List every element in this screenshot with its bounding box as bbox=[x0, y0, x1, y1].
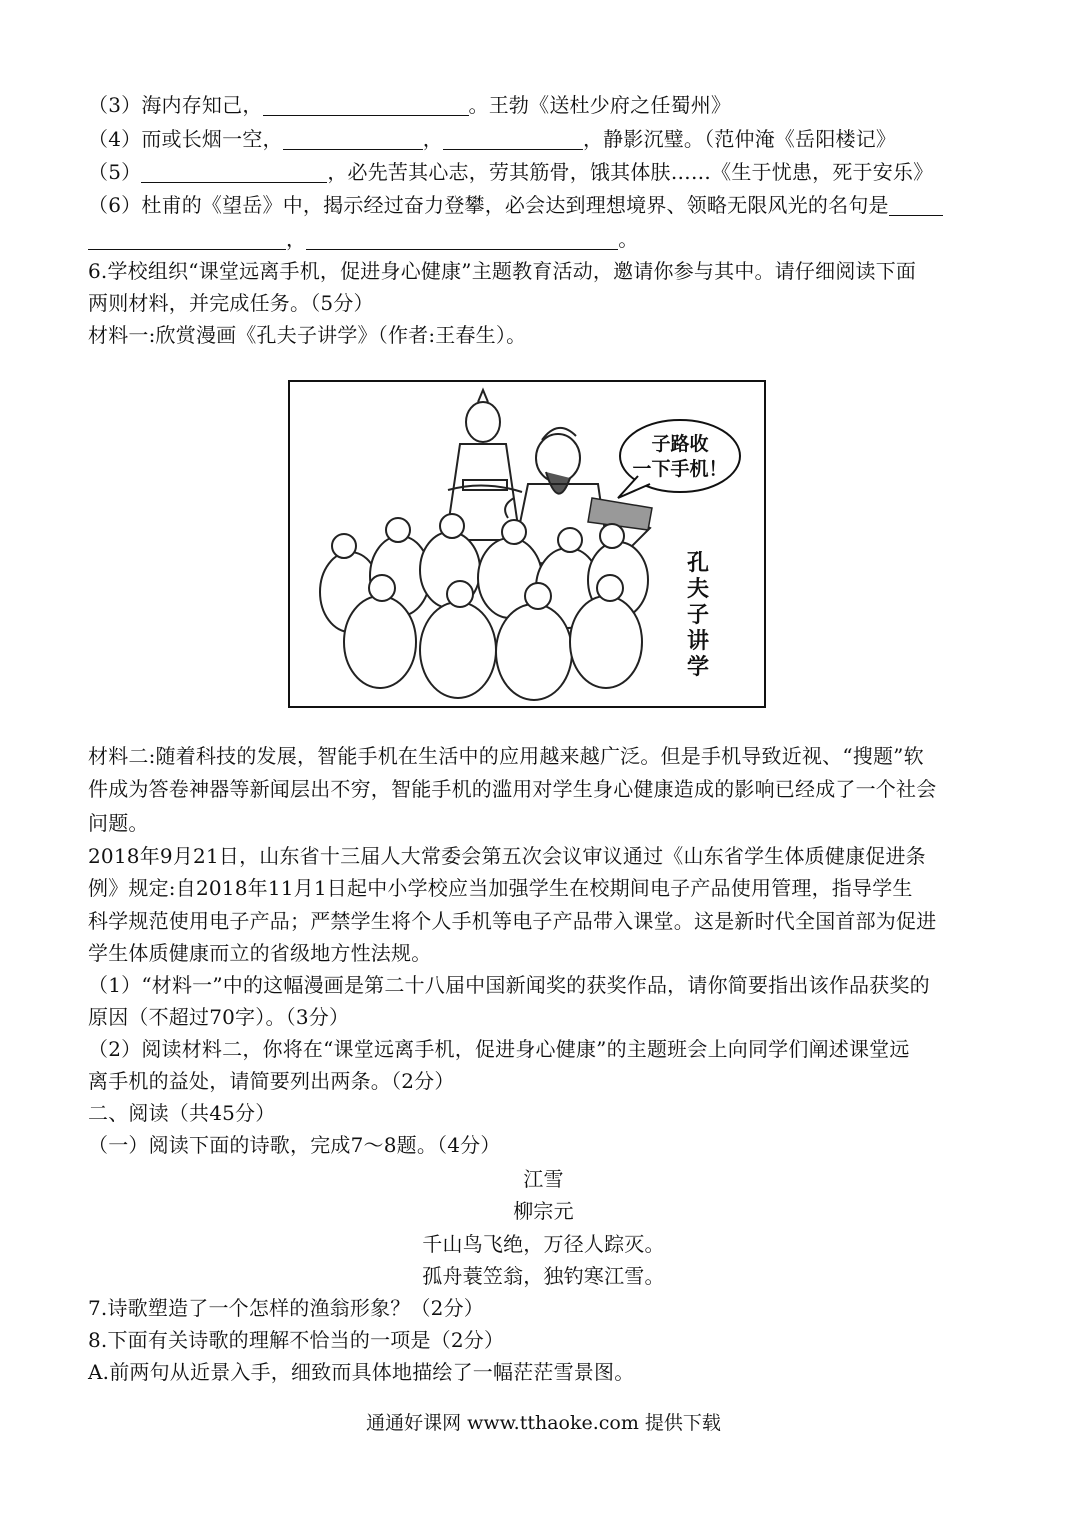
material-one: 材料一:欣赏漫画《孔夫子讲学》（作者:王春生）。 bbox=[88, 323, 527, 347]
answer-blank[interactable] bbox=[889, 193, 943, 216]
poem-author: 柳宗元 bbox=[513, 1199, 574, 1223]
material-two-line: 问题。 bbox=[88, 811, 149, 835]
task-line: （2）阅读材料二，你将在“课堂远离手机，促进身心健康”的主题班会上向同学们阐述课堂远 bbox=[88, 1037, 910, 1061]
fill-q6: （6）杜甫的《望岳》中，揭示经过奋力登攀，必会达到理想境界、领略无限风光的名句是 bbox=[88, 190, 1003, 220]
material-two-line: 例》规定:自2018年11月1日起中小学校应当加强学生在校期间电子产品使用管理，指导学生 bbox=[88, 876, 913, 900]
task-line: 离手机的益处，请简要列出两条。（2分） bbox=[88, 1069, 455, 1093]
comic-illustration bbox=[288, 380, 766, 708]
footer-credit: 通通好课网 www.tthaoke.com 提供下载 bbox=[366, 1412, 721, 1434]
question-8: 8.下面有关诗歌的理解不恰当的一项是（2分） bbox=[88, 1328, 505, 1352]
fill-q5: （5） ，必先苦其心志，劳其筋骨，饿其体肤……《生于忧患，死于安乐》 bbox=[88, 160, 934, 184]
section-heading: 二、阅读（共45分） bbox=[88, 1101, 276, 1125]
answer-blank[interactable] bbox=[88, 227, 286, 250]
answer-blank[interactable] bbox=[141, 160, 327, 183]
task-line: （1）“材料一”中的这幅漫画是第二十八届中国新闻奖的获奖作品，请你简要指出该作品获奖的 bbox=[88, 973, 930, 997]
fill-q4: （4）而或长烟一空， ， ，静影沉璧。（范仲淹《岳阳楼记》 bbox=[88, 127, 897, 151]
material-two-line: 件成为答卷神器等新闻层出不穷，智能手机的滥用对学生身心健康造成的影响已经成了一个社会 bbox=[88, 777, 937, 801]
fill-q3: （3）海内存知己， 。王勃《送杜少府之任蜀州》 bbox=[88, 93, 732, 117]
poem-line: 千山鸟飞绝，万径人踪灭。 bbox=[422, 1232, 665, 1256]
subsection-heading: （一）阅读下面的诗歌，完成7～8题。（4分） bbox=[88, 1133, 501, 1157]
svg-text:讲: 讲 bbox=[686, 629, 710, 654]
poem-line: 孤舟蓑笠翁，独钓寒江雪。 bbox=[422, 1264, 665, 1288]
answer-blank[interactable] bbox=[263, 93, 469, 116]
option-a: A.前两句从近景入手，细致而具体地描绘了一幅茫茫雪景图。 bbox=[88, 1360, 635, 1384]
q6-intro-1: 6.学校组织“课堂远离手机，促进身心健康”主题教育活动，邀请你参与其中。请仔细阅读下面 bbox=[88, 259, 917, 283]
material-two-line: 材料二:随着科技的发展，智能手机在生活中的应用越来越广泛。但是手机导致近视、“搜题”软 bbox=[88, 744, 924, 768]
svg-text:子: 子 bbox=[686, 603, 710, 628]
material-two-line: 学生体质健康而立的省级地方性法规。 bbox=[88, 941, 432, 965]
speech-line-1: 子路收 bbox=[651, 433, 709, 455]
svg-text:孔: 孔 bbox=[686, 551, 710, 576]
fill-q6-cont: ， 。 bbox=[88, 224, 1003, 254]
poem-title: 江雪 bbox=[523, 1167, 564, 1191]
svg-text:夫: 夫 bbox=[686, 577, 710, 602]
answer-blank[interactable] bbox=[283, 127, 423, 150]
material-two-line: 科学规范使用电子产品；严禁学生将个人手机等电子产品带入课堂。这是新时代全国首部为促进 bbox=[88, 909, 937, 933]
speech-line-2: 一下手机！ bbox=[632, 458, 728, 480]
q6-intro-2: 两则材料，并完成任务。（5分） bbox=[88, 291, 374, 315]
answer-blank[interactable] bbox=[306, 227, 618, 250]
question-7: 7.诗歌塑造了一个怎样的渔翁形象？（2分） bbox=[88, 1296, 485, 1320]
material-two-line: 2018年9月21日，山东省十三届人大常委会第五次会议审议通过《山东省学生体质健康促进条 bbox=[88, 844, 926, 868]
svg-text:学: 学 bbox=[686, 655, 710, 680]
comic-title-vertical bbox=[687, 550, 709, 680]
task-line: 原因（不超过70字）。（3分） bbox=[88, 1005, 350, 1029]
answer-blank[interactable] bbox=[443, 127, 583, 150]
